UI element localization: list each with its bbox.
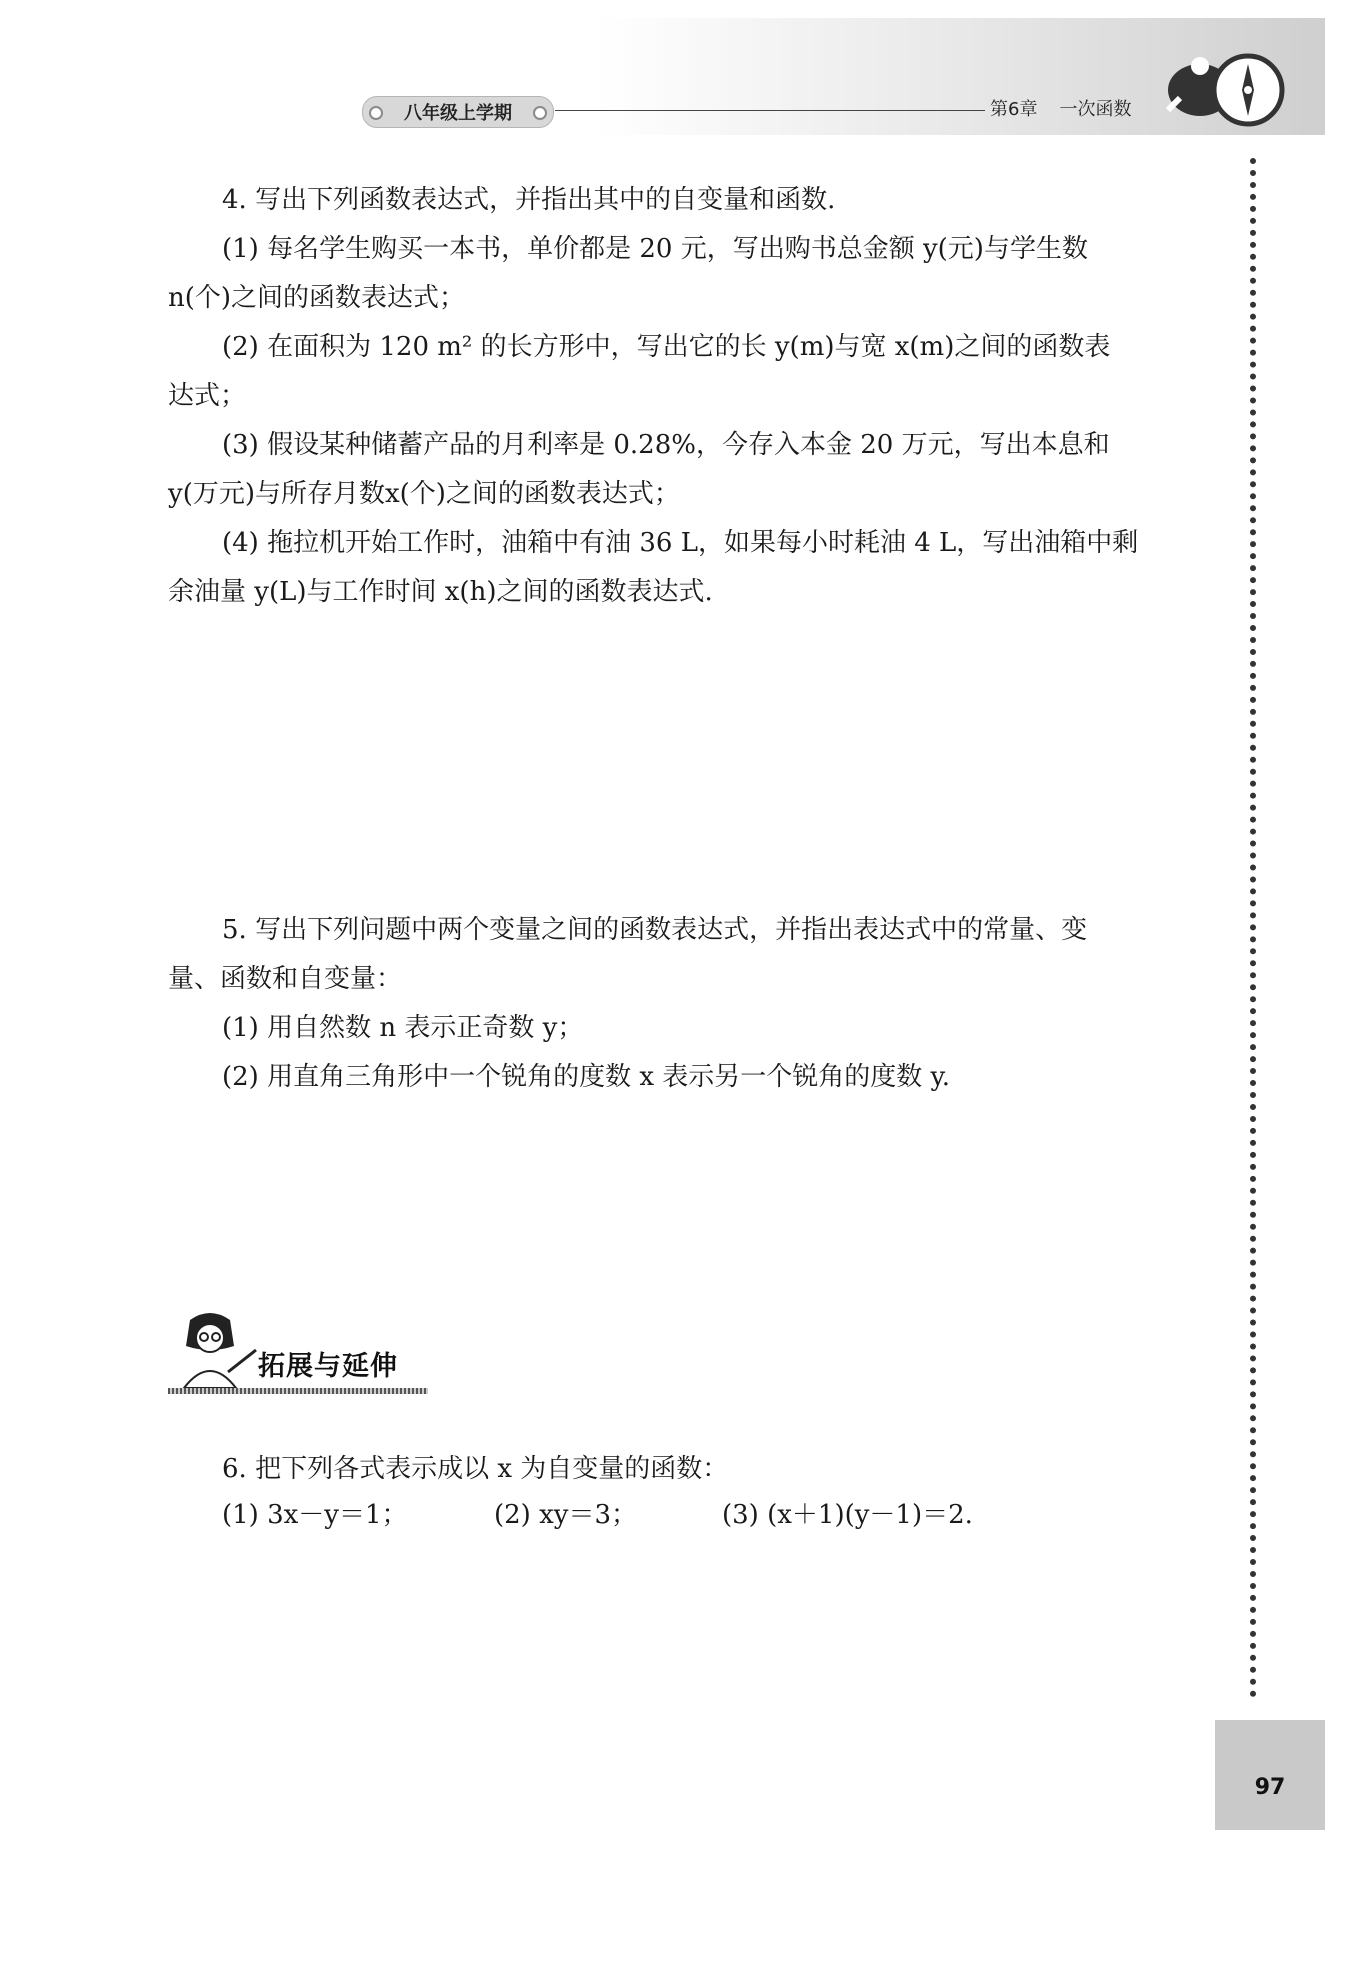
chapter-heading (990, 95, 1131, 121)
q6-equation-3: (3) (x＋1)(y－1)＝2. (722, 1500, 973, 1530)
q4-part1-line2: n(个)之间的函数表达式； (168, 283, 466, 313)
teacher-illustration-icon (170, 1310, 260, 1390)
q4-part4-line1: (4) 拖拉机开始工作时，油箱中有油 36 L，如果每小时耗油 4 L，写出油箱中剩 (222, 528, 1139, 558)
grade-text: 八年级上学期 (404, 103, 512, 124)
q4-part2-line1: (2) 在面积为 120 m² 的长方形中，写出它的长 y(m)与宽 x(m)之间的函数表 (222, 332, 1111, 362)
header-rule (555, 110, 985, 111)
margin-dotted-rule (1250, 158, 1256, 1698)
q5-intro-line2: 量、函数和自变量： (168, 964, 403, 994)
chapter-title: 一次函数 (1059, 99, 1132, 120)
chapter-number: 第6章 (990, 99, 1038, 120)
q4-part3-line2: y(万元)与所存月数x(个)之间的函数表达式； (168, 479, 680, 509)
q4-part3-line1: (3) 假设某种储蓄产品的月利率是 0.28%，今存入本金 20 万元，写出本息和 (222, 430, 1110, 460)
q6-equation-1: (1) 3x－y＝1； (222, 1500, 408, 1530)
q5-part1: (1) 用自然数 n 表示正奇数 y； (222, 1013, 584, 1043)
pill-dot-left (369, 106, 383, 120)
q4-part2-line2: 达式； (168, 381, 247, 411)
q5-part2: (2) 用直角三角形中一个锐角的度数 x 表示另一个锐角的度数 y. (222, 1062, 951, 1092)
q4-part4-line2: 余油量 y(L)与工作时间 x(h)之间的函数表达式. (168, 577, 713, 607)
q4-part1-line1: (1) 每名学生购买一本书，单价都是 20 元，写出购书总金额 y(元)与学生数 (222, 234, 1088, 264)
extension-section-title: 拓展与延伸 (258, 1351, 398, 1382)
extension-underline (168, 1388, 428, 1394)
pill-dot-right (533, 106, 547, 120)
q6-equation-2: (2) xy＝3； (494, 1500, 637, 1530)
q4-intro: 4. 写出下列函数表达式，并指出其中的自变量和函数. (222, 185, 836, 215)
grade-label (362, 96, 554, 128)
q5-intro-line1: 5. 写出下列问题中两个变量之间的函数表达式，并指出表达式中的常量、变 (222, 915, 1088, 945)
compass-runner-icon (1160, 50, 1285, 130)
page-number: 97 (1254, 1775, 1286, 1800)
q6-intro: 6. 把下列各式表示成以 x 为自变量的函数： (222, 1454, 729, 1484)
